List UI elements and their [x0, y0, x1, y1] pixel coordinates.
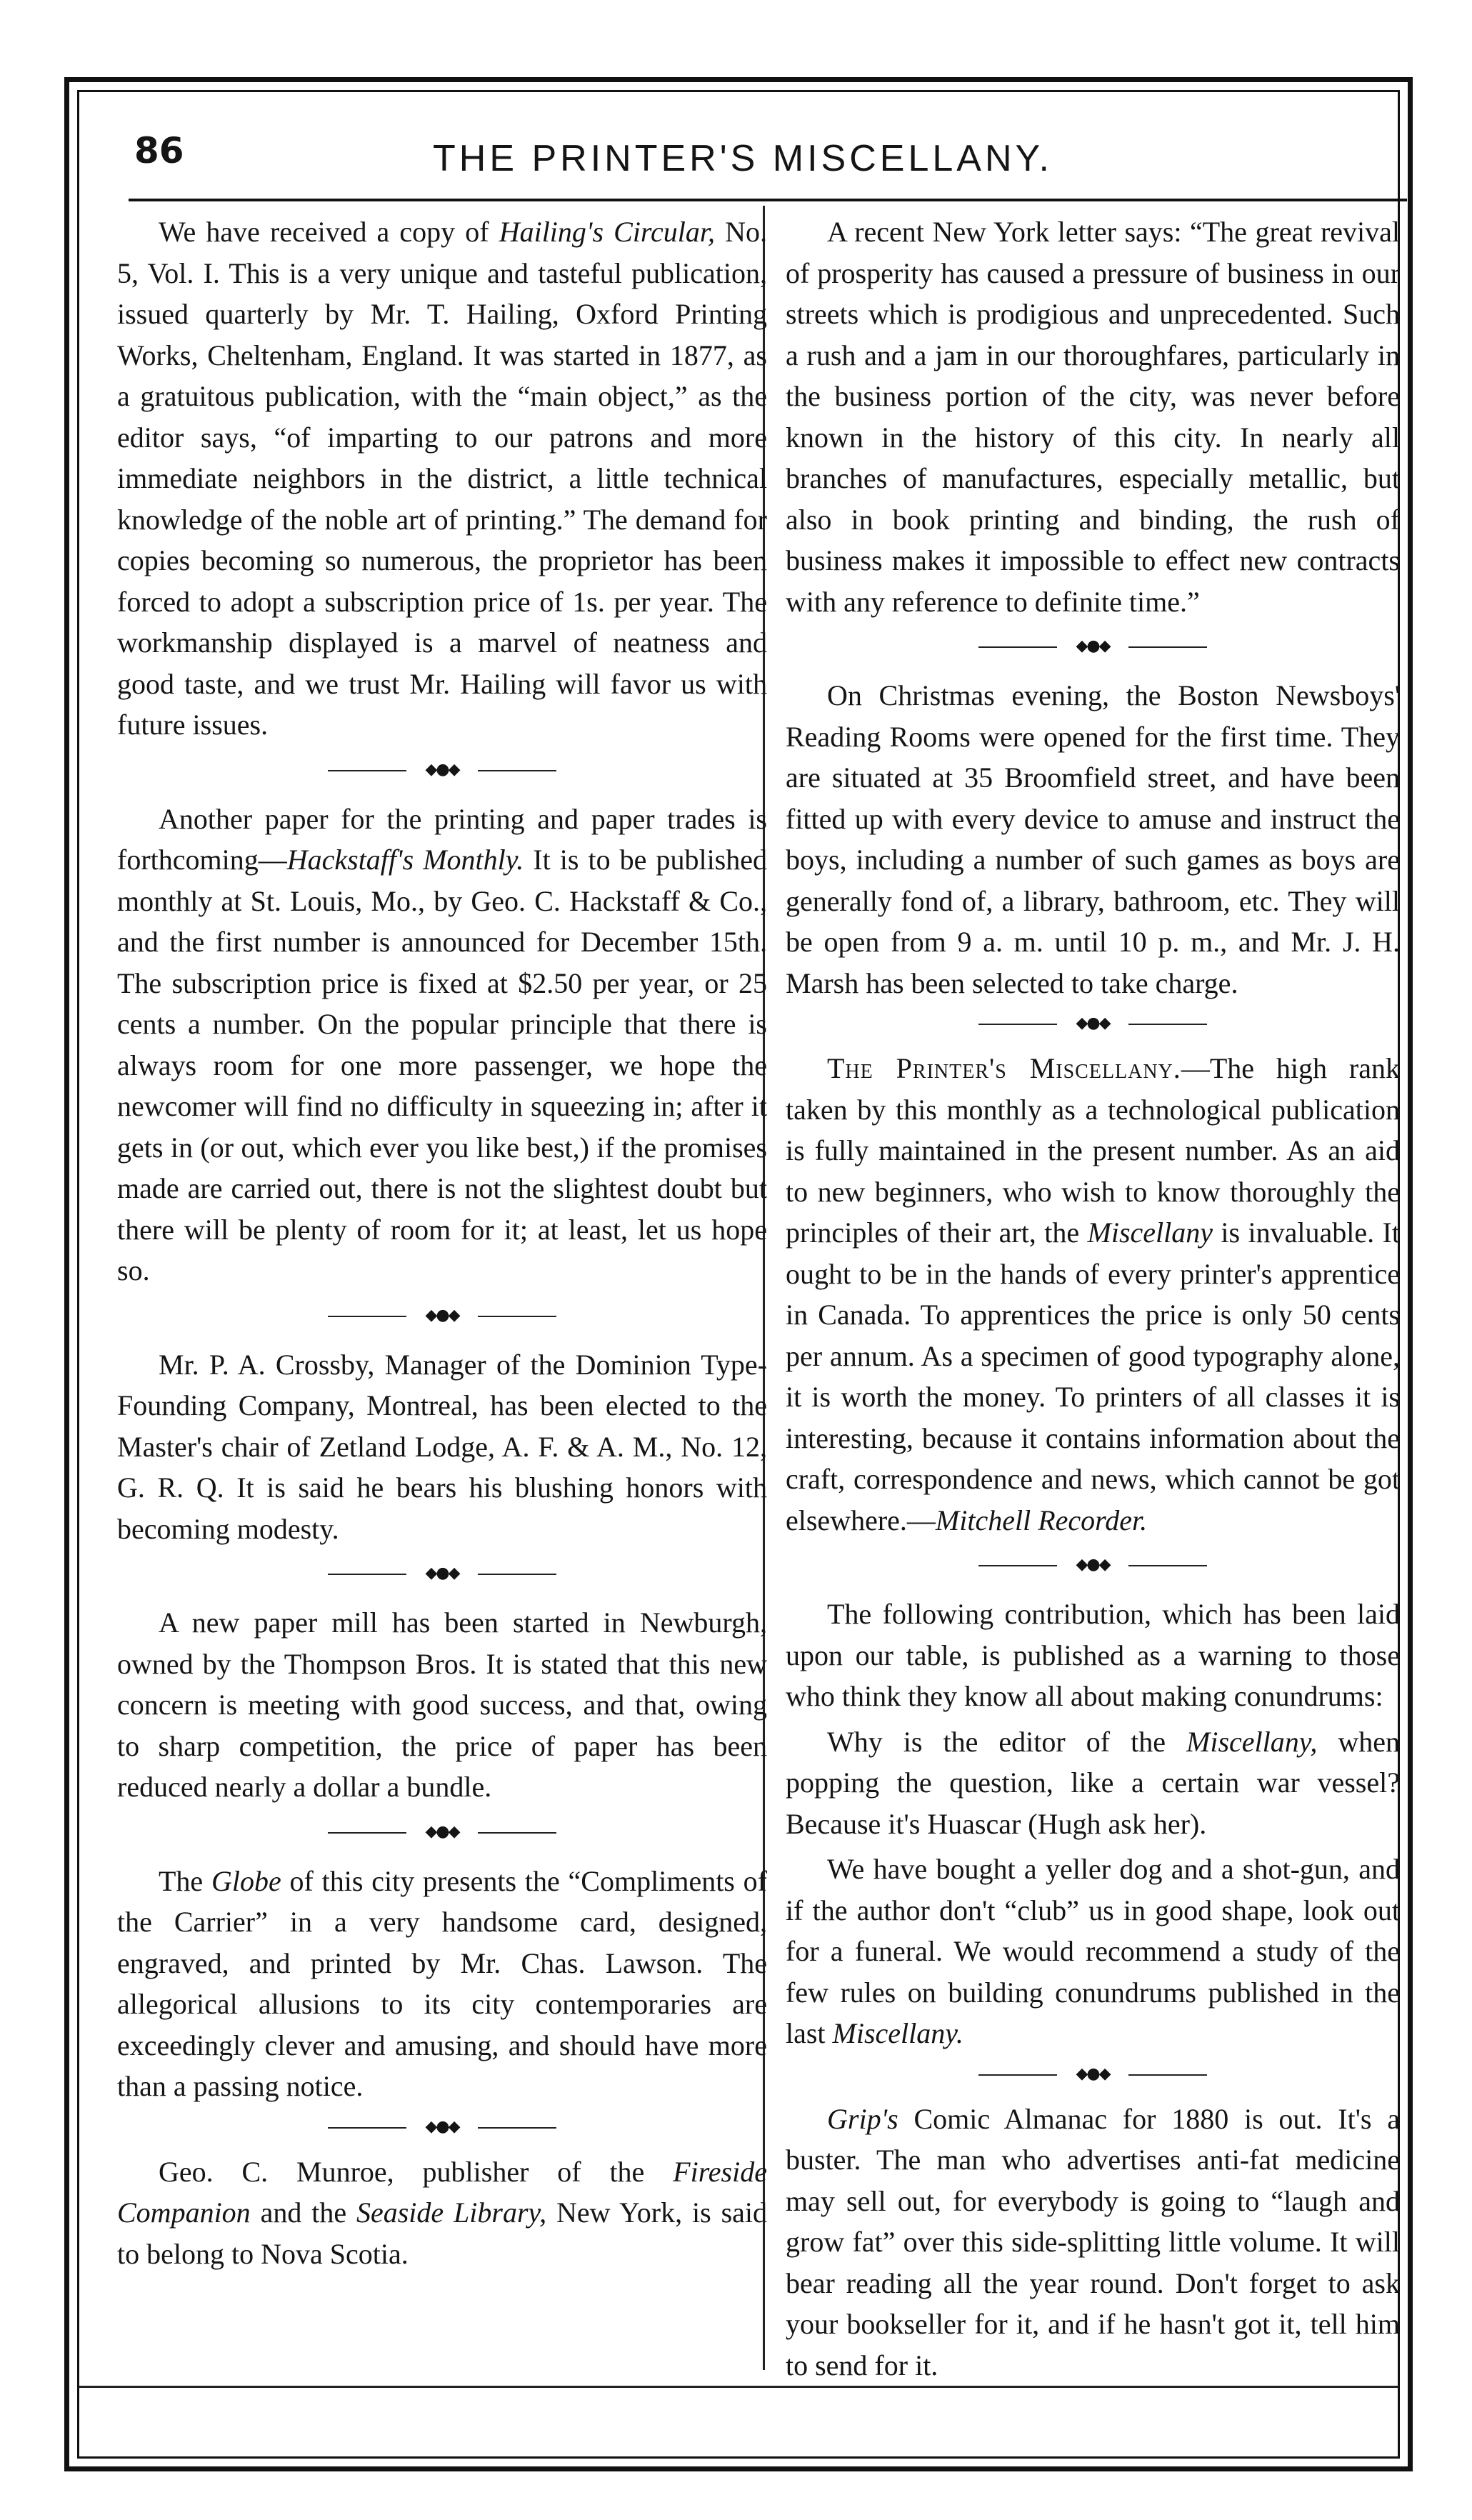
footer-rule: [79, 2386, 1398, 2388]
paragraph-contribution: The following contribution, which has been laid upon our table, is published as a warning to those who think they know all about making conundrums:: [786, 1598, 1400, 1712]
paragraph-grips-almanac: Grip's Comic Almanac for 1880 is out. It's a buster. The man who advertises anti-fat medicine may sell out, for everybody is going to “laugh and grow fat” over this side-splitting little volume. It will bear reading all the year round. Don't forget to ask your bookseller for it, and if he hasn't got it, tell him to send for it.: [786, 2102, 1400, 2381]
paragraph-new-york-letter: A recent New York letter says: “The great revival of prosperity has caused a pressure of business in our streets which is prodigious and unprecedented. Such a rush and a jam in our thoroughfares, particularly in the business portion of the city, was never before known in the history of this city. In nearly all branches of manufactures, especially metallic, but also in book printing and binding, the rush of business makes it impossible to effect new contracts with any reference to definite time.”: [786, 216, 1400, 618]
paragraph-globe: The Globe of this city presents the “Compliments of the Carrier” in a very handsome card, designed, engraved, and printed by Mr. Chas. Lawson. The allegorical allusions to its city contemporaries are exceedingly clever and amusing, and should have more than a passing notice.: [117, 1864, 767, 2102]
paragraph-crossby: Mr. P. A. Crossby, Manager of the Dominion Type-Founding Company, Montreal, has been elected to the Master's chair of Zetland Lodge, A. F. & A. M., No. 12, G. R. Q. It is said he bears his blushing honors with becoming modesty.: [117, 1348, 767, 1545]
paragraph-newsboys: On Christmas evening, the Boston Newsboys' Reading Rooms were opened for the first time. They are situated at 35 Broomfield street, and have been fitted up with every device to amuse and instruct the boys, including a number of such games as boys are generally fond of, a library, bathroom, etc. They will be open from 9 a. m. until 10 p. m., and Mr. J. H. Marsh has been selected to take charge.: [786, 679, 1400, 999]
running-title: THE PRINTER'S MISCELLANY.: [433, 138, 1053, 179]
paragraph-miscellany-review: The Printer's Miscellany.—The high rank taken by this monthly as a technological publication is fully maintained in the present number. As an aid to new beginners, who wish to know thoroughly the principles of their art, the Miscellany is invaluable. It ought to be in the hands of every printer's apprentice in Canada. To apprentices the price is only 50 cents per annum. As a specimen of good typography alone, it is worth the money. To printers of all classes it is interesting, because it contains information about the craft, correspondence and news, which cannot be got elsewhere.—Mitchell Recorder.: [786, 1052, 1400, 1536]
page-header: [129, 127, 1357, 184]
paragraph-yeller-dog: We have bought a yeller dog and a shot-gun, and if the author don't “club” us in good shape, look out for a funeral. We would recommend a study of the few rules on building conundrums published in the last Miscellany.: [786, 1853, 1400, 2049]
ornament-separator: [117, 1808, 767, 1861]
paragraph-hackstaff: Another paper for the printing and paper trades is forthcoming—Hackstaff's Monthly. It is to be published monthly at St. Louis, Mo., by Geo. C. Hackstaff & Co., and the first number is announced for December 15th. The subscription price is fixed at $2.50 per year, or 25 cents a number. On the popular principle that there is always room for one more passenger, we hope the newcomer will find no difficulty in squeezing in; after it gets in (or out, which ever you like best,) if the promises made are carried out, there is not the slightest doubt but there will be plenty of room for it; at least, let us hope so.: [117, 802, 767, 1286]
ornament-separator: [117, 2107, 767, 2151]
ornament-separator: [786, 622, 1400, 675]
ornament-separator: [786, 2054, 1400, 2099]
left-column: [117, 211, 767, 2383]
page-number: 86: [134, 130, 184, 171]
ornament-separator: [117, 1291, 767, 1344]
paragraph-conundrum: Why is the editor of the Miscellany, when popping the question, like a certain war vessel? Because it's Huascar (Hugh ask her).: [786, 1725, 1400, 1840]
header-rule: [129, 199, 1407, 201]
ornament-separator: [786, 1541, 1400, 1594]
paragraph-munroe: Geo. C. Munroe, publisher of the Fireside Companion and the Seaside Library, New York, is said to belong to Nova Scotia.: [117, 2155, 767, 2270]
paragraph-paper-mill: A new paper mill has been started in Newburgh, owned by the Thompson Bros. It is stated that this new concern is meeting with good success, and that, owing to sharp competition, the price of paper has been reduced nearly a dollar a bundle.: [117, 1606, 767, 1803]
right-column: [786, 211, 1400, 2383]
paragraph-hailing: We have received a copy of Hailing's Circular, No. 5, Vol. I. This is a very unique and tasteful publication, issued quarterly by Mr. T. Hailing, Oxford Printing Works, Cheltenham, England. It was started in 1877, as a gratuitous publication, with the “main object,” as the editor says, “of imparting to our patrons and more immediate neighbors in the district, a little technical knowledge of the noble art of printing.” The demand for copies becoming so numerous, the proprietor has been forced to adopt a subscription price of 1s. per year. The workmanship displayed is a marvel of neatness and good taste, and we trust Mr. Hailing will favor us with future issues.: [117, 216, 767, 741]
ornament-separator: [786, 1004, 1400, 1048]
ornament-separator: [117, 1549, 767, 1602]
ornament-separator: [117, 746, 767, 799]
